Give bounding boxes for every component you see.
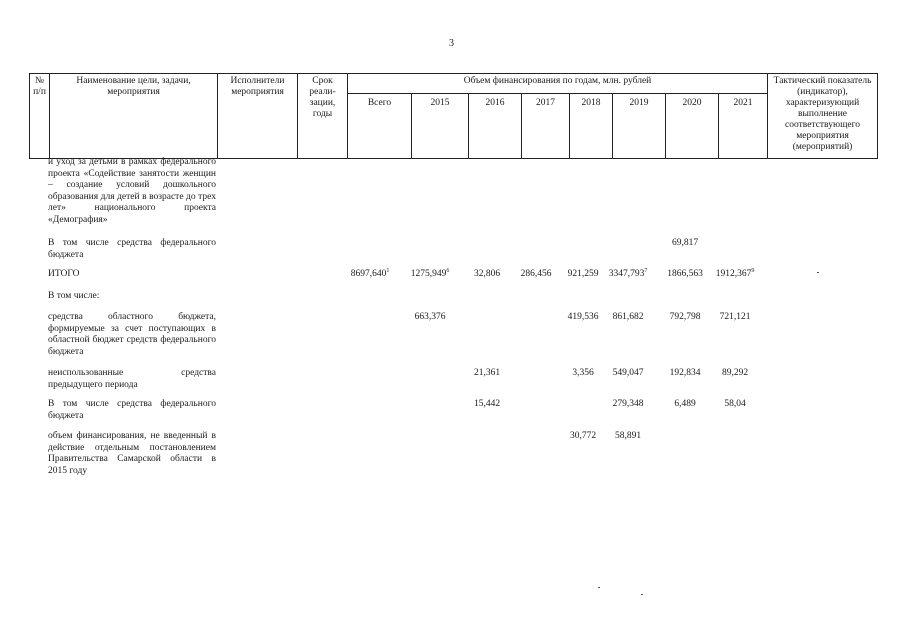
value-2018: 3,356 xyxy=(572,368,594,378)
value-2021: 89,292 xyxy=(721,368,749,378)
page-number: 3 xyxy=(449,38,454,49)
value-2019: 279,348 xyxy=(612,399,644,409)
header-funding: Объем финансирования по годам, млн. рублей xyxy=(348,74,768,94)
header-year: 2020 xyxy=(666,94,719,159)
value-2018: 921,259 xyxy=(567,269,599,279)
value-2020: 792,798 xyxy=(669,312,701,322)
value-2019: 861,682 xyxy=(612,312,644,322)
value-2018: 419,536 xyxy=(567,312,599,322)
header-executors: Исполнители мероприятия xyxy=(218,74,298,159)
value-2021: 1912,367$^9$ xyxy=(715,267,755,279)
value-2020: 1866,563 xyxy=(667,269,703,279)
row-description: средства областного бюджета, формируемые за счет поступающих в областной бюджет средств федерального бюджета xyxy=(48,312,216,357)
value-2016: 21,361 xyxy=(473,368,501,378)
header-year: 2015 xyxy=(412,94,469,159)
value-total: 8697,640$^1$ xyxy=(350,267,390,279)
value-2018: 30,772 xyxy=(569,431,597,441)
header-indicator: Тактический показатель (индикатор), характеризующий выполнение соответствующего мероприятия (мероприятий) xyxy=(768,74,878,159)
value-2017: 286,456 xyxy=(520,269,552,279)
total-label: ИТОГО xyxy=(48,269,80,279)
row-description: объем финансирования, не введенный в действие отдельным постановлением Правительства Самарской области в 2015 году xyxy=(48,431,216,476)
header-year: 2016 xyxy=(469,94,522,159)
value-2020: 69,817 xyxy=(671,238,699,248)
value-2015: 663,376 xyxy=(414,312,446,322)
header-total: Всего xyxy=(348,94,412,159)
header-year: 2021 xyxy=(719,94,768,159)
header-year: 2017 xyxy=(522,94,570,159)
scan-speck xyxy=(641,594,643,595)
row-description: В том числе средства федерального бюджета xyxy=(48,399,216,421)
scan-speck xyxy=(598,587,600,588)
row-description: В том числе средства федерального бюджета xyxy=(48,238,216,260)
value-2021: 58,04 xyxy=(724,399,746,409)
scan-speck xyxy=(817,272,819,273)
row-description: неиспользованные средства предыдущего периода xyxy=(48,368,216,390)
header-year: 2018 xyxy=(570,94,613,159)
header-name: Наименование цели, задачи, мероприятия xyxy=(50,74,218,159)
value-2020: 6,489 xyxy=(674,399,696,409)
row-description: В том числе: xyxy=(48,291,100,301)
value-2016: 32,806 xyxy=(473,269,501,279)
row-description: и уход за детьми в рамках федерального проекта «Содействие занятости женщин – создание условий дошкольного образования для детей в возрасте до трех лет» национального проекта «Демография» xyxy=(48,157,216,225)
value-2019: 549,047 xyxy=(612,368,644,378)
value-2019: 3347,793$^7$ xyxy=(608,267,648,279)
value-2016: 15,442 xyxy=(473,399,501,409)
header-year: 2019 xyxy=(613,94,666,159)
header-term: Срок реали-зации, годы xyxy=(298,74,348,159)
value-2019: 58,891 xyxy=(614,431,642,441)
header-num: № п/п xyxy=(30,74,50,159)
table-header xyxy=(29,73,878,159)
value-2020: 192,834 xyxy=(669,368,701,378)
value-2021: 721,121 xyxy=(719,312,751,322)
value-2015: 1275,949$^6$ xyxy=(410,267,450,279)
